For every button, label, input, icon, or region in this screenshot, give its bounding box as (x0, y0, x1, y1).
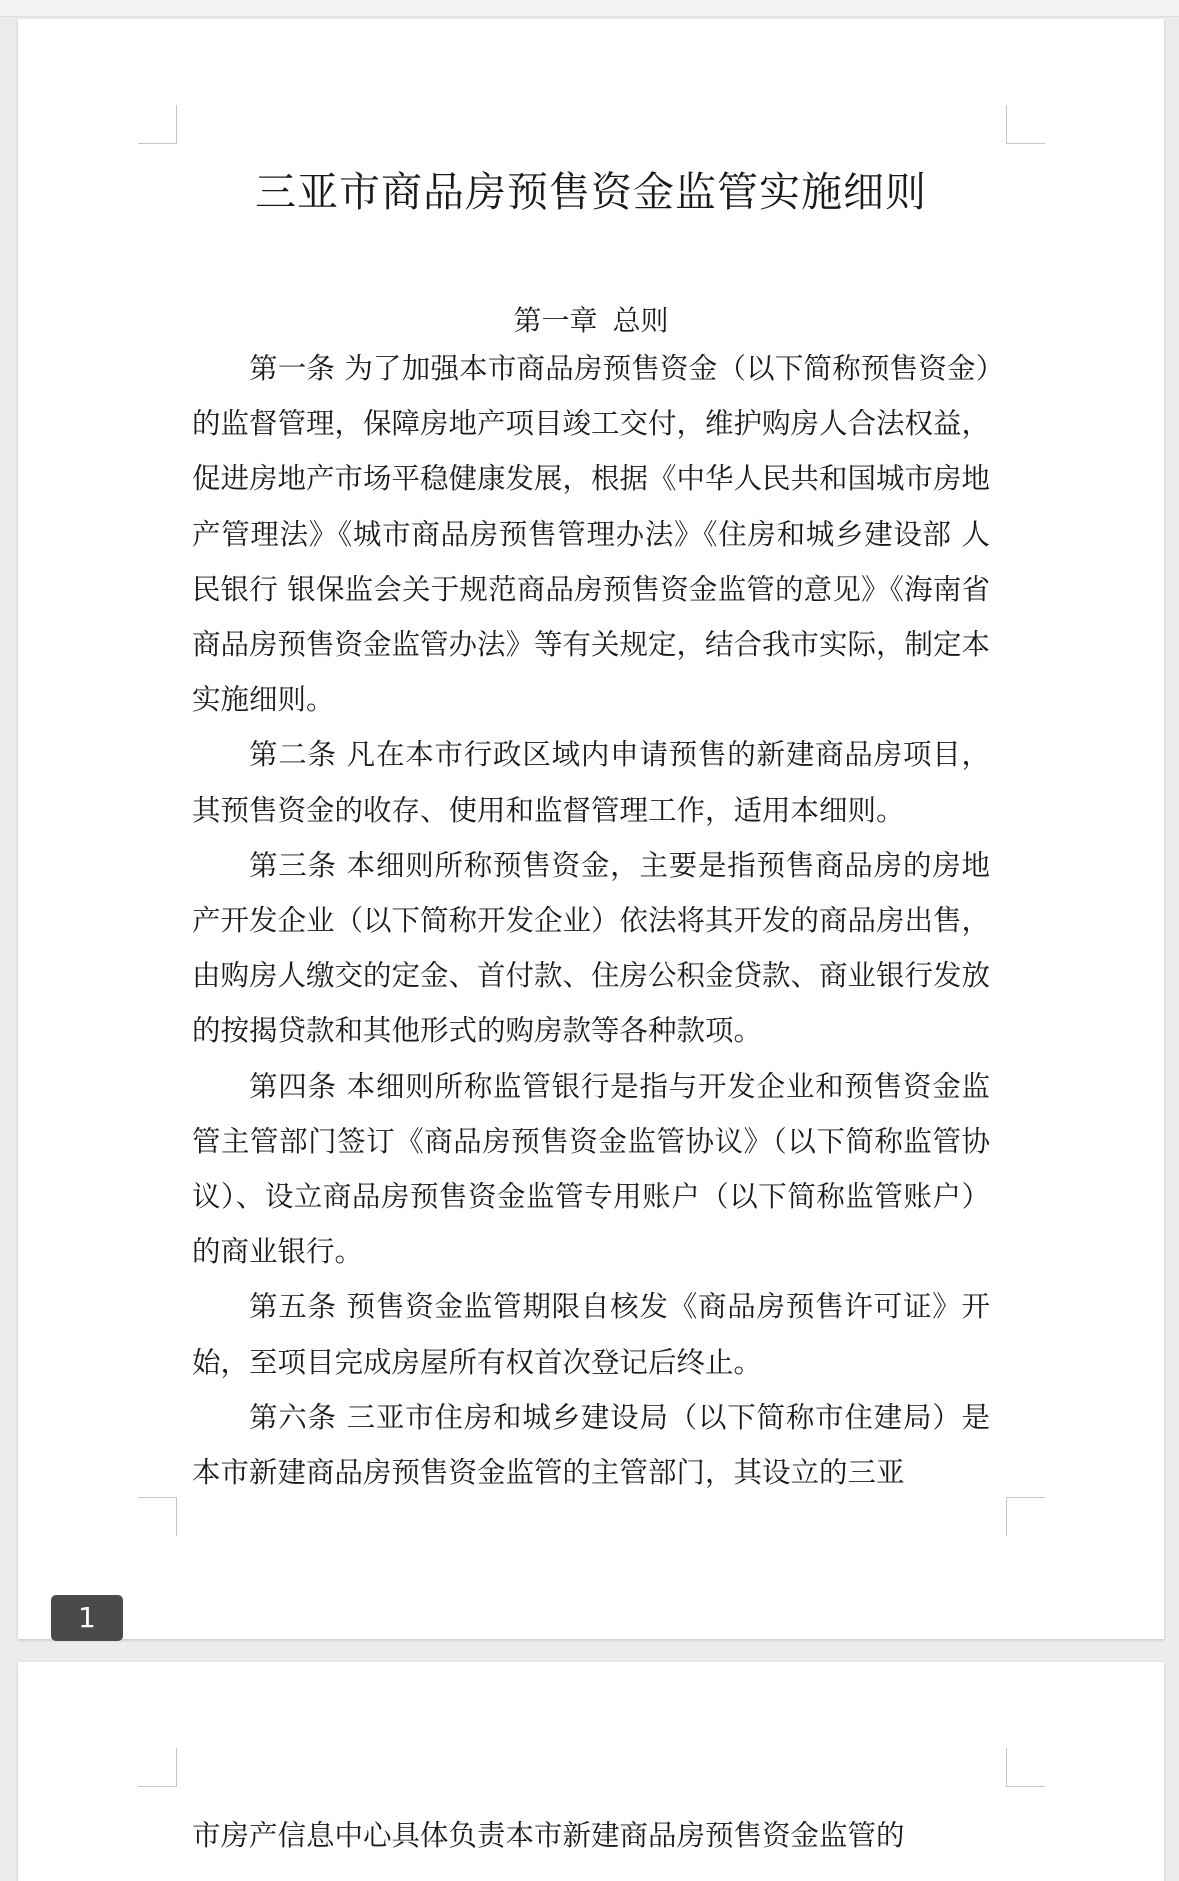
article-5: 第五条 预售资金监管期限自核发《商品房预售许可证》开始，至项目完成房屋所有权首次登记后终止。 (192, 1290, 990, 1379)
document-title: 三亚市商品房预售资金监管实施细则 (255, 168, 927, 216)
viewer-top-bar (0, 0, 1179, 17)
document-page-1 (18, 19, 1164, 1639)
margin-corner-bottom-left (138, 1497, 177, 1536)
document-page-2 (18, 1662, 1164, 1881)
margin-corner-bottom-right (1006, 1497, 1045, 1536)
margin-corner-top-left (138, 1748, 177, 1787)
article-1: 第一条 为了加强本市商品房预售资金（以下简称预售资金）的监督管理，保障房地产项目竣工交付，维护购房人合法权益，促进房地产市场平稳健康发展，根据《中华人民共和国城市房地产管理法》《城市商品房预售管理办法》《住房和城乡建设部 人民银行 银保监会关于规范商品房预售资金监管的意见》《海南省商品房预售资金监管办法》等有关规定，结合我市实际，制定本实施细则。 (192, 352, 991, 717)
page-2-first-line: 市房产信息中心具体负责本市新建商品房预售资金监管的 (192, 1819, 905, 1852)
margin-corner-top-right (1006, 105, 1045, 144)
article-4: 第四条 本细则所称监管银行是指与开发企业和预售资金监管主管部门签订《商品房预售资金监管协议》（以下简称监管协议）、设立商品房预售资金监管专用账户（以下简称监管账户）的商业银行。 (192, 1069, 990, 1269)
margin-corner-top-left (138, 105, 177, 144)
chapter-heading: 第一章 总则 (513, 304, 669, 337)
article-6: 第六条 三亚市住房和城乡建设局（以下简称市住建局）是本市新建商品房预售资金监管的主管部门，其设立的三亚 (192, 1400, 990, 1490)
page-number-badge: 1 (51, 1595, 123, 1641)
article-2: 第二条 凡在本市行政区域内申请预售的新建商品房项目，其预售资金的收存、使用和监督管理工作，适用本细则。 (192, 738, 990, 827)
document-body (192, 341, 990, 1500)
margin-corner-top-right (1006, 1748, 1045, 1787)
article-3: 第三条 本细则所称预售资金，主要是指预售商品房的房地产开发企业（以下简称开发企业）依法将其开发的商品房出售，由购房人缴交的定金、首付款、住房公积金贷款、商业银行发放的按揭贷款和其他形式的购房款等各种款项。 (192, 848, 991, 1048)
